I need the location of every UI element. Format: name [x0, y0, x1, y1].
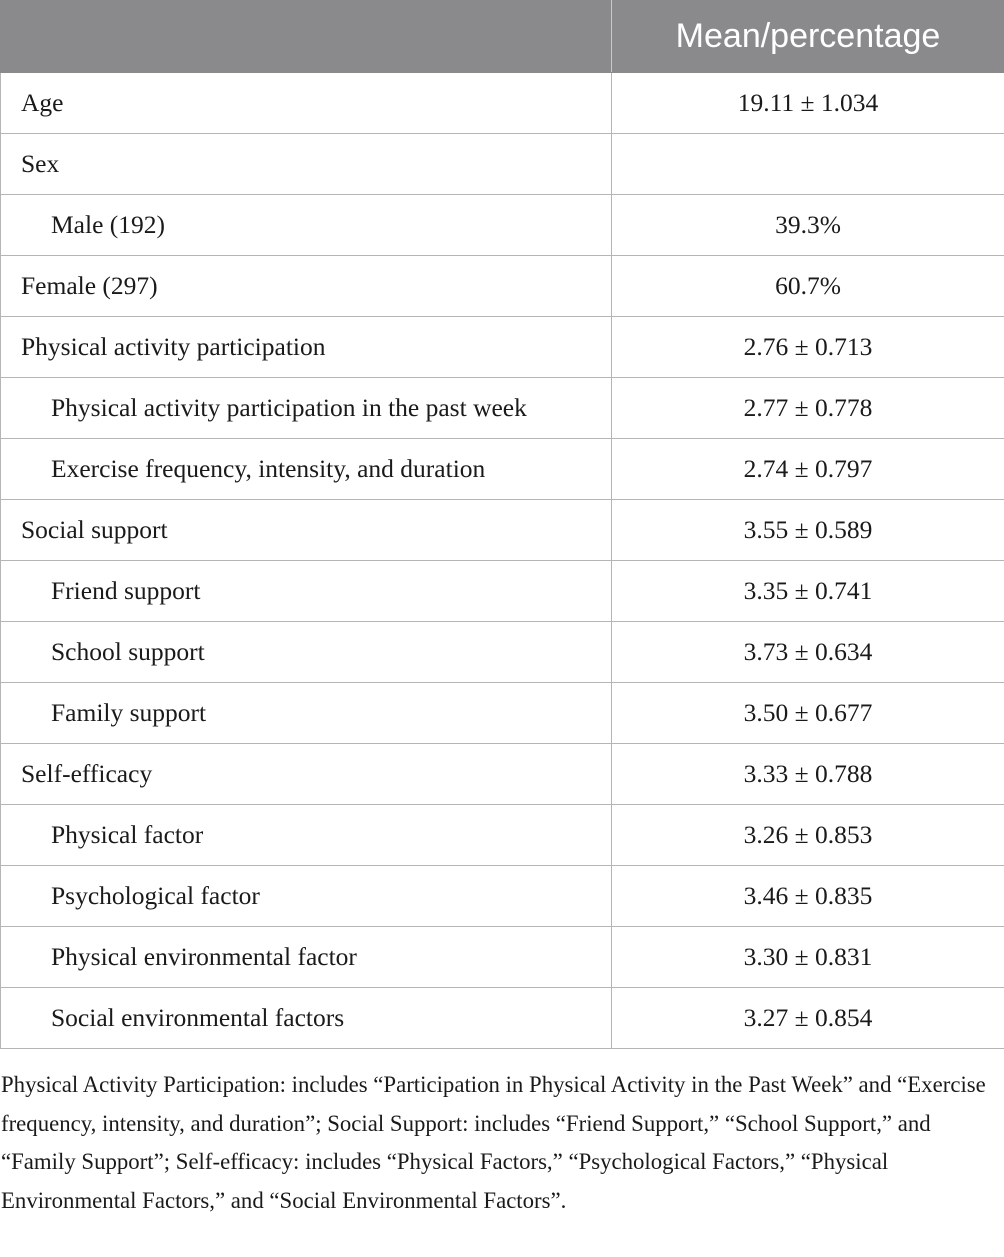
table-row: [1, 561, 1004, 622]
row-label: Male (192): [1, 195, 612, 256]
table-row: [1, 744, 1004, 805]
row-label: Exercise frequency, intensity, and duration: [1, 439, 612, 500]
header-cell-label: [1, 1, 612, 73]
row-label: School support: [1, 622, 612, 683]
table-row: [1, 866, 1004, 927]
table-row: [1, 439, 1004, 500]
table-row: [1, 378, 1004, 439]
row-value: 3.73 ± 0.634: [612, 622, 1004, 683]
row-label: Social support: [1, 500, 612, 561]
table-row: [1, 500, 1004, 561]
row-label: Physical factor: [1, 805, 612, 866]
table-row: [1, 195, 1004, 256]
table-row: [1, 134, 1004, 195]
row-value: 60.7%: [612, 256, 1004, 317]
row-label: Physical environmental factor: [1, 927, 612, 988]
row-value: 3.30 ± 0.831: [612, 927, 1004, 988]
row-value: 3.26 ± 0.853: [612, 805, 1004, 866]
table-row: [1, 73, 1004, 134]
row-value: 2.76 ± 0.713: [612, 317, 1004, 378]
row-value: 19.11 ± 1.034: [612, 73, 1004, 134]
table-row: [1, 988, 1004, 1049]
row-value: 2.77 ± 0.778: [612, 378, 1004, 439]
table-footnote: Physical Activity Participation: includes “Participation in Physical Activity in the Past Week” and “Exercise frequency, intensity, and duration”; Social Support: includes “Friend Support,” “School Support,” and “Family Support”; Self-efficacy: includes “Physical Factors,” “Psychological Factors,” “Physical Environmental Factors,” and “Social Environmental Factors”.: [1, 1072, 986, 1213]
table-header: [1, 1, 1004, 73]
table-row: [1, 622, 1004, 683]
header-cell-mean-percentage: Mean/percentage: [612, 1, 1004, 73]
row-label: Friend support: [1, 561, 612, 622]
row-value: 39.3%: [612, 195, 1004, 256]
row-value: 3.55 ± 0.589: [612, 500, 1004, 561]
row-label: Age: [1, 73, 612, 134]
row-value: 3.50 ± 0.677: [612, 683, 1004, 744]
row-value: 3.35 ± 0.741: [612, 561, 1004, 622]
row-value: 3.33 ± 0.788: [612, 744, 1004, 805]
row-value: 3.27 ± 0.854: [612, 988, 1004, 1049]
table-row: [1, 683, 1004, 744]
table-row: [1, 317, 1004, 378]
row-value: 3.46 ± 0.835: [612, 866, 1004, 927]
table-row: [1, 256, 1004, 317]
table-body: [1, 73, 1004, 1049]
row-label: Physical activity participation: [1, 317, 612, 378]
header-row: [1, 1, 1004, 73]
row-label: Female (297): [1, 256, 612, 317]
row-label: Social environmental factors: [1, 988, 612, 1049]
row-label: Psychological factor: [1, 866, 612, 927]
row-label: Family support: [1, 683, 612, 744]
table-row: [1, 805, 1004, 866]
row-label: Physical activity participation in the past week: [1, 378, 612, 439]
row-label: Self-efficacy: [1, 744, 612, 805]
table-row: [1, 927, 1004, 988]
row-label: Sex: [1, 134, 612, 195]
row-value: 2.74 ± 0.797: [612, 439, 1004, 500]
row-value: [612, 134, 1004, 195]
